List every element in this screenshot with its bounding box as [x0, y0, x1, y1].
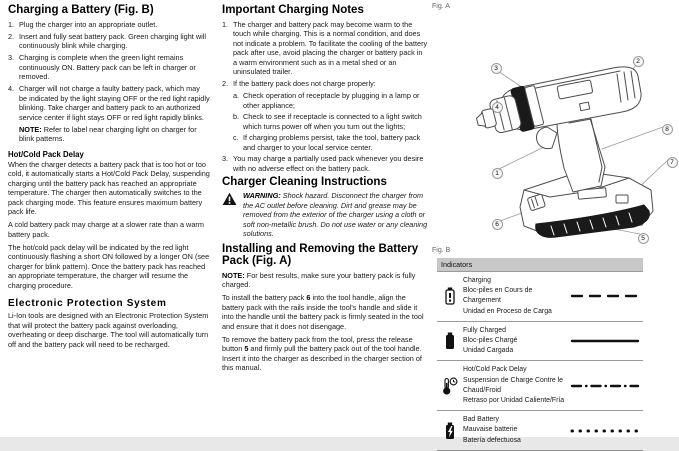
indicator-fr: Mauvaise batterie — [463, 426, 518, 434]
middle-column — [222, 2, 428, 376]
list-item — [8, 84, 210, 122]
battery-full-icon — [437, 331, 463, 351]
indicator-en: Hot/Cold Pack Delay — [463, 366, 527, 374]
paragraph-install: To install the battery pack 6 into the tool handle, align the battery pack with the rails inside the tool's handle and slide it into the handle until the battery pack is firmly seated in the tool and ensure that it does not disengage. — [222, 293, 424, 331]
indicators-table — [437, 258, 643, 451]
heading-hot-cold-pack-delay: Hot/Cold Pack Delay — [8, 149, 84, 159]
indicator-fr: Bloc-piles Chargé — [463, 337, 518, 345]
note-paragraph — [222, 271, 428, 290]
list-letter: c. — [233, 133, 239, 142]
inline-callout-6: 6 — [306, 293, 311, 302]
callout-3: 3 — [491, 63, 502, 74]
callout-5: 5 — [638, 233, 649, 244]
figure-a — [430, 0, 679, 250]
battery-charging-icon — [437, 286, 463, 306]
blink-pattern-dashes — [569, 292, 641, 300]
paragraph: A cold battery pack may charge at a slower rate than a warm battery pack. — [8, 220, 204, 239]
note-text: For best results, make sure your battery pack is fully charged. — [222, 270, 416, 289]
indicator-en: Bad Battery — [463, 416, 500, 424]
list-item-text: The charger and battery pack may become warm to the touch while charging. This is a normal condition, and does not indicate a problem. To facilitate the cooling of the battery pack after use, avoid placing the charger or battery pack in a warm environment such as in a metal shed or an uninsulated trailer. — [233, 19, 428, 76]
callout-8: 8 — [662, 124, 673, 135]
left-column — [8, 2, 210, 353]
paragraph: The hot/cold pack delay will be indicated by the red light continuously flashing a short ON followed by a longer ON (see charger for blink pattern). Once the battery pack has reached an appropriate temperature, the charger will resume the charging procedure. — [8, 242, 210, 290]
table-header-indicators: Indicators — [437, 258, 643, 271]
table-row-charging — [437, 271, 643, 321]
indicator-es: Retraso por Unidad Caliente/Fría — [463, 397, 565, 405]
list-letter: a. — [233, 91, 240, 100]
table-row-fully-charged — [437, 321, 643, 361]
callout-1: 1 — [492, 168, 503, 179]
list-item-text: If the battery pack does not charge properly: — [233, 79, 376, 88]
list-item-text: You may charge a partially used pack whenever you desire with no adverse effect on the battery pack. — [233, 154, 424, 173]
callout-7: 7 — [667, 157, 678, 168]
heading-important-charging-notes: Important Charging Notes — [222, 4, 364, 16]
indicator-en: Fully Charged — [463, 326, 506, 334]
indicator-fr: Suspension de Charge Contre le Chaud/Froid — [463, 376, 563, 394]
thermometer-clock-icon — [437, 376, 463, 396]
indicator-es: Batería defectuosa — [463, 436, 521, 444]
warning-triangle-icon — [222, 191, 243, 239]
list-number: 1. — [222, 19, 229, 29]
inline-callout-5: 5 — [244, 344, 249, 353]
paragraph-remove: To remove the battery pack from the tool, press the release button 5 and firmly pull the battery pack out of the tool handle. Insert it into the charger as described in the charger section of this manual. — [222, 334, 422, 372]
indicator-fr: Bloc-piles en Cours de Chargement — [463, 287, 533, 305]
sub-list-item — [233, 133, 428, 152]
callout-6: 6 — [492, 219, 503, 230]
list-number: 3. — [8, 53, 15, 62]
note-text: Refer to label near charging light on charger for blink patterns. — [19, 124, 197, 143]
blink-pattern-solid — [569, 337, 641, 345]
list-item-text: Charging is complete when the green light remains continuously ON. Battery pack can be left in charger or removed. — [19, 53, 196, 81]
note-label: NOTE: — [222, 270, 245, 280]
list-item — [222, 79, 428, 89]
list-number: 1. — [8, 19, 15, 29]
note-label: NOTE: — [19, 124, 42, 134]
list-letter: b. — [233, 112, 240, 121]
list-item-text: If charging problems persist, take the tool, battery pack and charger to your local service center. — [243, 133, 421, 152]
heading-installing-removing: Installing and Removing the Battery Pack (Fig. A) — [222, 242, 419, 267]
list-item — [222, 154, 428, 173]
callout-4: 4 — [492, 102, 503, 113]
heading-charging-a-battery: Charging a Battery (Fig. B) — [8, 4, 154, 16]
figure-b-label: Fig. B — [432, 247, 451, 254]
figures-panel — [430, 0, 679, 444]
heading-electronic-protection-system: Electronic Protection System — [8, 298, 167, 309]
paragraph: When the charger detects a battery pack that is too hot or too cold, it automatically starts a Hot/Cold Pack Delay, suspending charging until the battery pack has reached an appropriate temperature. The charger then automatically switches to the pack charging mode. This feature ensures maximum battery pack life. — [8, 159, 210, 216]
warning-text: WARNING: Shock hazard. Disconnect the charger from the AC outlet before cleaning. Dirt and grease may be removed from the exterior of the charger using a cloth or soft non-metallic brush. Do not use water or any cleaning solutions. — [243, 191, 428, 238]
list-item-text: Charger will not charge a faulty battery pack, which may be indicated by the light staying OFF or the red light rapidly blinking. Take charger and battery pack to an authorized service center if light stays OFF or red light rapidly blinks. — [19, 84, 210, 122]
list-number: 2. — [8, 31, 15, 41]
warning-label: WARNING: — [243, 191, 281, 200]
sub-list-item — [233, 91, 428, 110]
list-item — [8, 20, 210, 30]
list-item-text: Insert and fully seat battery pack. Green charging light will continuously blink while charging. — [19, 31, 206, 50]
heading-charger-cleaning: Charger Cleaning Instructions — [222, 175, 387, 188]
list-number: 4. — [8, 84, 15, 93]
list-item-text: Plug the charger into an appropriate outlet. — [19, 19, 158, 29]
list-item — [222, 20, 428, 77]
table-row-hot-cold-delay — [437, 360, 643, 410]
table-row-bad-battery — [437, 410, 643, 450]
figure-a-label: Fig. A — [432, 3, 450, 10]
list-number: 2. — [222, 79, 229, 88]
list-item-text: Check operation of receptacle by plugging in a lamp or other appliance; — [243, 91, 420, 110]
note-paragraph — [19, 125, 210, 144]
callout-2: 2 — [633, 56, 644, 67]
paragraph: Li-Ion tools are designed with an Electronic Protection System that will protect the battery pack against overloading, overheating or deep discharge. The tool will automatically turn off and the battery pack will need to be recharged. — [8, 311, 209, 349]
sub-list-item — [233, 112, 428, 131]
list-item — [8, 32, 210, 51]
blink-pattern-dash-dot — [569, 382, 641, 390]
battery-bad-icon — [437, 421, 463, 441]
indicator-es: Unidad Cargada — [463, 347, 514, 355]
indicator-es: Unidad en Proceso de Carga — [463, 307, 552, 315]
drill-illustration — [430, 0, 679, 250]
list-number: 3. — [222, 154, 229, 163]
warning-block — [222, 191, 428, 239]
indicator-en: Charging — [463, 277, 491, 284]
list-item-text: Check to see if receptacle is connected to a light switch which turns power off when you turn out the lights; — [243, 112, 422, 131]
list-item — [8, 53, 210, 82]
blink-pattern-dots — [569, 427, 641, 435]
